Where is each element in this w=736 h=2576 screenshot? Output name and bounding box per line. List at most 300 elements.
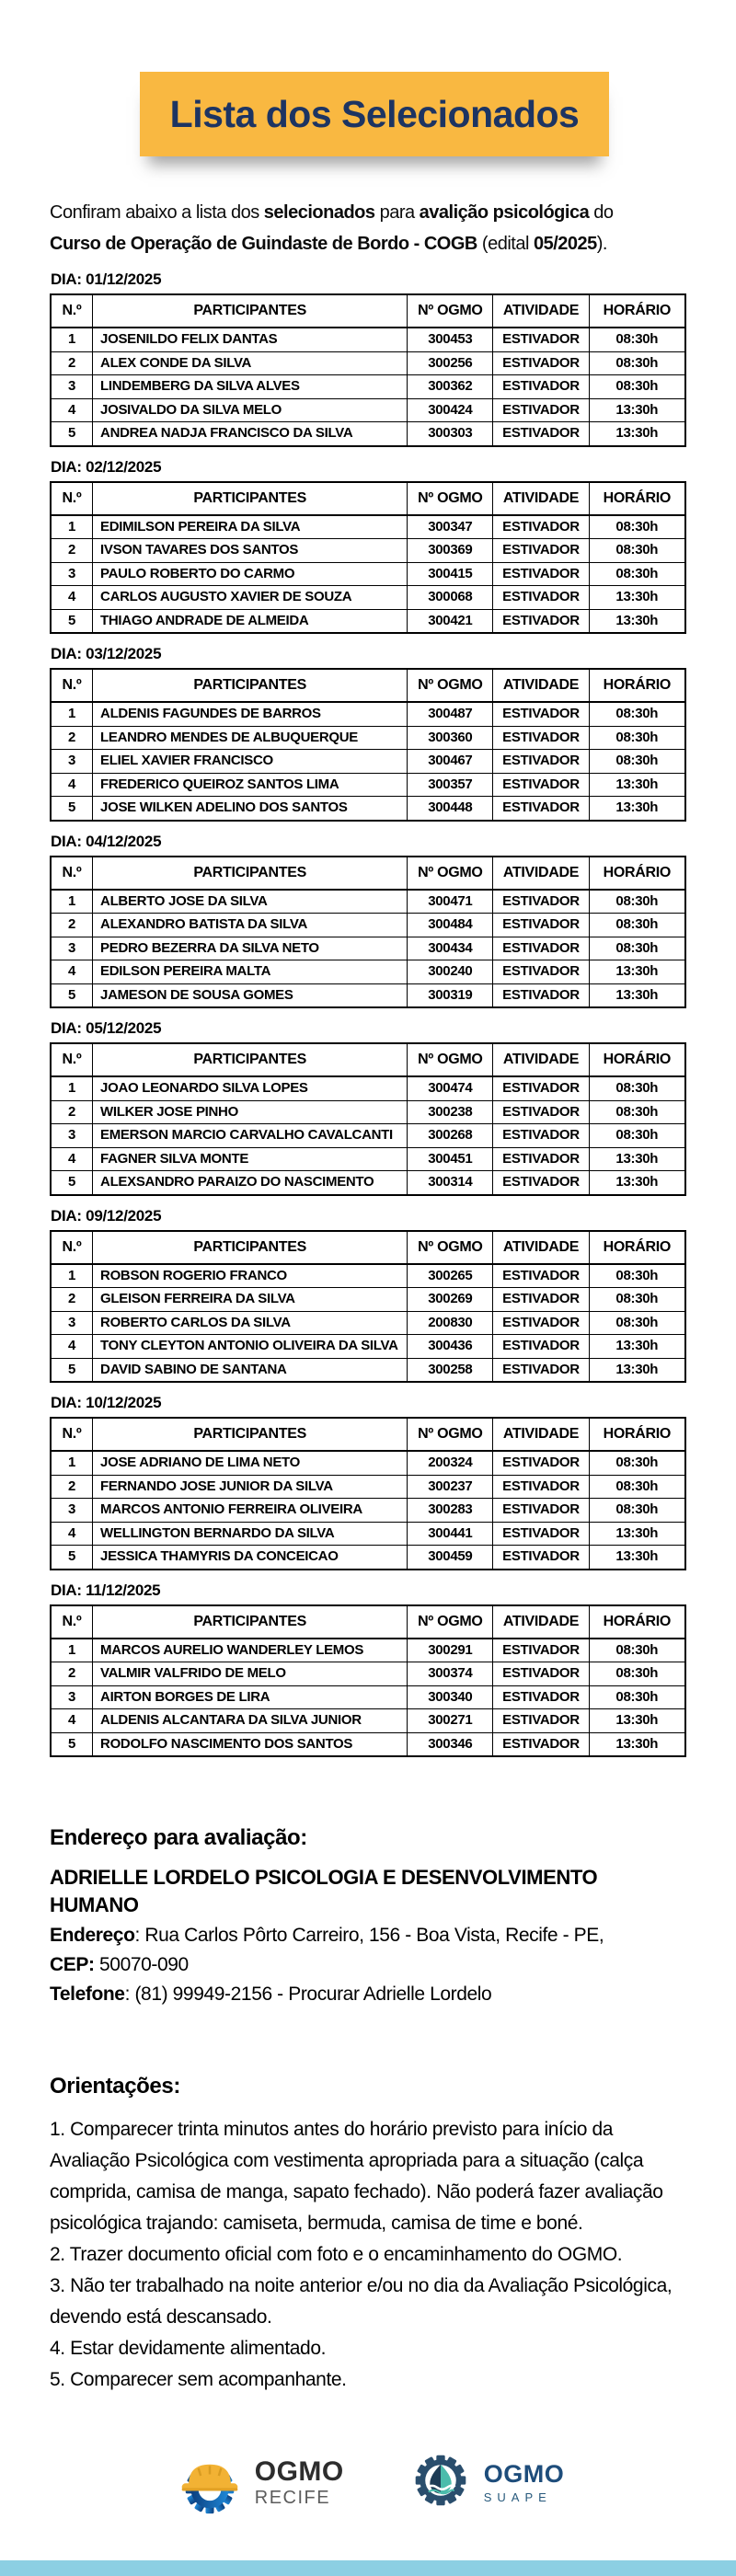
- cell-time: 08:30h: [589, 1264, 685, 1288]
- participant-row: [51, 1522, 685, 1546]
- cell-ogmo: 300283: [408, 1499, 493, 1523]
- cell-number: 4: [51, 1147, 93, 1171]
- address-line: Telefone: (81) 99949-2156 - Procurar Adrielle Lordelo: [50, 1984, 492, 2005]
- cell-name: VALMIR VALFRIDO DE MELO: [93, 1662, 408, 1686]
- cell-number: 1: [51, 702, 93, 726]
- cell-name: FREDERICO QUEIROZ SANTOS LIMA: [93, 773, 408, 797]
- cell-number: 1: [51, 1451, 93, 1475]
- participant-row: [51, 1639, 685, 1662]
- participant-row: [51, 586, 685, 610]
- cell-ogmo: 300237: [408, 1475, 493, 1499]
- cell-number: 4: [51, 398, 93, 422]
- cell-time: 13:30h: [589, 960, 685, 984]
- cell-number: 5: [51, 1171, 93, 1195]
- cell-time: 08:30h: [589, 750, 685, 774]
- cell-number: 3: [51, 1124, 93, 1148]
- day-date-label: DIA: 01/12/2025: [51, 270, 162, 288]
- cell-activity: ESTIVADOR: [493, 351, 589, 375]
- gear-sail-icon: [405, 2444, 477, 2521]
- column-header: N.º: [51, 1231, 93, 1264]
- participant-row: [51, 1147, 685, 1171]
- schedule: [50, 270, 686, 1757]
- intro-segment: do: [589, 202, 614, 223]
- cell-activity: ESTIVADOR: [493, 1709, 589, 1733]
- column-header: ATIVIDADE: [493, 669, 589, 702]
- column-header: Nº OGMO: [408, 482, 493, 515]
- cell-activity: ESTIVADOR: [493, 702, 589, 726]
- cell-number: 3: [51, 1499, 93, 1523]
- cell-ogmo: 300459: [408, 1546, 493, 1570]
- day-block: [50, 1207, 686, 1384]
- cell-ogmo: 300291: [408, 1639, 493, 1662]
- cell-number: 2: [51, 351, 93, 375]
- cell-name: RODOLFO NASCIMENTO DOS SANTOS: [93, 1732, 408, 1756]
- cell-name: FAGNER SILVA MONTE: [93, 1147, 408, 1171]
- cell-activity: ESTIVADOR: [493, 750, 589, 774]
- address-lines: [50, 1921, 686, 2009]
- column-header: ATIVIDADE: [493, 482, 589, 515]
- cell-time: 08:30h: [589, 375, 685, 399]
- cell-activity: ESTIVADOR: [493, 890, 589, 914]
- participant-row: [51, 726, 685, 750]
- ogmo-suape-logo: [405, 2444, 565, 2521]
- cell-activity: ESTIVADOR: [493, 1475, 589, 1499]
- cell-name: FERNANDO JOSE JUNIOR DA SILVA: [93, 1475, 408, 1499]
- cell-name: JOSE ADRIANO DE LIMA NETO: [93, 1451, 408, 1475]
- day-date-label: DIA: 04/12/2025: [51, 832, 162, 850]
- participant-row: [51, 1709, 685, 1733]
- column-header: HORÁRIO: [589, 1605, 685, 1639]
- intro-segment: selecionados: [263, 202, 375, 223]
- cell-activity: ESTIVADOR: [493, 1546, 589, 1570]
- cell-time: 13:30h: [589, 422, 685, 446]
- cell-ogmo: 200830: [408, 1311, 493, 1335]
- cell-name: AIRTON BORGES DE LIRA: [93, 1685, 408, 1709]
- cell-activity: ESTIVADOR: [493, 1335, 589, 1359]
- cell-ogmo: 300258: [408, 1358, 493, 1382]
- cell-ogmo: 300474: [408, 1076, 493, 1100]
- cell-time: 08:30h: [589, 1288, 685, 1312]
- header-row: [51, 1043, 685, 1076]
- column-header: ATIVIDADE: [493, 1231, 589, 1264]
- participants-table: [50, 856, 686, 1009]
- participant-row: [51, 562, 685, 586]
- cell-number: 5: [51, 797, 93, 821]
- participant-row: [51, 1732, 685, 1756]
- cell-activity: ESTIVADOR: [493, 1499, 589, 1523]
- cell-number: 2: [51, 1100, 93, 1124]
- cell-ogmo: 300362: [408, 375, 493, 399]
- cell-time: 13:30h: [589, 1335, 685, 1359]
- header-row: [51, 1231, 685, 1264]
- cell-number: 4: [51, 1335, 93, 1359]
- address-heading: Endereço para avaliação:: [50, 1825, 307, 1850]
- participant-row: [51, 1171, 685, 1195]
- column-header: N.º: [51, 1418, 93, 1451]
- cell-name: WILKER JOSE PINHO: [93, 1100, 408, 1124]
- cell-time: 13:30h: [589, 398, 685, 422]
- footer-logos: [0, 2443, 736, 2523]
- cell-time: 08:30h: [589, 351, 685, 375]
- cell-time: 08:30h: [589, 1499, 685, 1523]
- cell-name: JESSICA THAMYRIS DA CONCEICAO: [93, 1546, 408, 1570]
- participant-row: [51, 890, 685, 914]
- address-line-label: Telefone: [50, 1984, 125, 2005]
- cell-name: THIAGO ANDRADE DE ALMEIDA: [93, 609, 408, 633]
- cell-time: 08:30h: [589, 1076, 685, 1100]
- ogmo-suape-text: [484, 2462, 565, 2503]
- participant-row: [51, 773, 685, 797]
- cell-activity: ESTIVADOR: [493, 1451, 589, 1475]
- cell-activity: ESTIVADOR: [493, 1171, 589, 1195]
- ogmo-recife-text: [255, 2458, 344, 2507]
- cell-ogmo: 300451: [408, 1147, 493, 1171]
- cell-activity: ESTIVADOR: [493, 586, 589, 610]
- cell-ogmo: 300319: [408, 983, 493, 1007]
- cell-number: 2: [51, 1475, 93, 1499]
- cell-time: 08:30h: [589, 328, 685, 351]
- participant-row: [51, 515, 685, 539]
- cell-activity: ESTIVADOR: [493, 1147, 589, 1171]
- cell-name: ALEXANDRO BATISTA DA SILVA: [93, 914, 408, 937]
- column-header: Nº OGMO: [408, 669, 493, 702]
- cell-name: PEDRO BEZERRA DA SILVA NETO: [93, 937, 408, 960]
- participant-row: [51, 1264, 685, 1288]
- column-header: HORÁRIO: [589, 1231, 685, 1264]
- column-header: HORÁRIO: [589, 294, 685, 328]
- column-header: ATIVIDADE: [493, 857, 589, 890]
- cell-ogmo: 300436: [408, 1335, 493, 1359]
- cell-time: 08:30h: [589, 890, 685, 914]
- orientation-item: 5. Comparecer sem acompanhante.: [50, 2369, 347, 2390]
- column-header: PARTICIPANTES: [93, 482, 408, 515]
- cell-ogmo: 300441: [408, 1522, 493, 1546]
- cell-ogmo: 300238: [408, 1100, 493, 1124]
- participant-row: [51, 702, 685, 726]
- day-date-label: DIA: 10/12/2025: [51, 1394, 162, 1411]
- cell-name: JAMESON DE SOUSA GOMES: [93, 983, 408, 1007]
- cell-number: 5: [51, 422, 93, 446]
- intro-line: [50, 197, 686, 228]
- cell-time: 13:30h: [589, 797, 685, 821]
- participant-row: [51, 1451, 685, 1475]
- column-header: PARTICIPANTES: [93, 1418, 408, 1451]
- cell-name: ROBERTO CARLOS DA SILVA: [93, 1311, 408, 1335]
- cell-ogmo: 300347: [408, 515, 493, 539]
- cell-name: ANDREA NADJA FRANCISCO DA SILVA: [93, 422, 408, 446]
- cell-ogmo: 300269: [408, 1288, 493, 1312]
- cell-ogmo: 300448: [408, 797, 493, 821]
- participant-row: [51, 1100, 685, 1124]
- cell-ogmo: 300268: [408, 1124, 493, 1148]
- participant-row: [51, 914, 685, 937]
- cell-ogmo: 300453: [408, 328, 493, 351]
- cell-name: ALBERTO JOSE DA SILVA: [93, 890, 408, 914]
- page-title: Lista dos Selecionados: [169, 92, 580, 135]
- cell-ogmo: 300240: [408, 960, 493, 984]
- orientation-item: 3. Não ter trabalhado na noite anterior e/ou no dia da Avaliação Psicológica, devendo está descansado.: [50, 2275, 673, 2328]
- cell-activity: ESTIVADOR: [493, 1124, 589, 1148]
- cell-number: 1: [51, 890, 93, 914]
- cell-time: 13:30h: [589, 983, 685, 1007]
- cell-time: 08:30h: [589, 1662, 685, 1686]
- day-date-label: DIA: 05/12/2025: [51, 1019, 162, 1037]
- cell-name: JOAO LEONARDO SILVA LOPES: [93, 1076, 408, 1100]
- column-header: PARTICIPANTES: [93, 1231, 408, 1264]
- intro-segment: Curso de Operação de Guindaste de Bordo - COGB: [50, 234, 477, 254]
- logo-subname: SUAPE: [483, 2490, 552, 2504]
- cell-number: 5: [51, 1732, 93, 1756]
- participant-row: [51, 983, 685, 1007]
- cell-number: 1: [51, 1264, 93, 1288]
- participant-row: [51, 375, 685, 399]
- intro-segment: avalição psicológica: [419, 202, 590, 223]
- participant-row: [51, 1475, 685, 1499]
- participants-table: [50, 668, 686, 822]
- day-block: [50, 833, 686, 1009]
- column-header: N.º: [51, 1043, 93, 1076]
- header-row: [51, 294, 685, 328]
- cell-name: EDIMILSON PEREIRA DA SILVA: [93, 515, 408, 539]
- cell-time: 08:30h: [589, 726, 685, 750]
- cell-activity: ESTIVADOR: [493, 1311, 589, 1335]
- intro-segment: 05/2025: [533, 234, 597, 254]
- cell-name: WELLINGTON BERNARDO DA SILVA: [93, 1522, 408, 1546]
- day-block: [50, 270, 686, 447]
- cell-activity: ESTIVADOR: [493, 773, 589, 797]
- cell-time: 08:30h: [589, 515, 685, 539]
- ogmo-recife-logo: [172, 2443, 344, 2523]
- cell-time: 13:30h: [589, 1732, 685, 1756]
- column-header: N.º: [51, 1605, 93, 1639]
- cell-name: ALDENIS FAGUNDES DE BARROS: [93, 702, 408, 726]
- participant-row: [51, 398, 685, 422]
- address-line: CEP: 50070-090: [50, 1954, 189, 1975]
- cell-time: 08:30h: [589, 1451, 685, 1475]
- day-date-label: DIA: 09/12/2025: [51, 1206, 162, 1225]
- company-name: ADRIELLE LORDELO PSICOLOGIA E DESENVOLVIMENTO HUMANO: [50, 1866, 598, 1916]
- cell-ogmo: 300421: [408, 609, 493, 633]
- cell-ogmo: 300068: [408, 586, 493, 610]
- cell-time: 08:30h: [589, 914, 685, 937]
- intro-segment: ).: [596, 234, 607, 254]
- participants-table: [50, 293, 686, 447]
- cell-ogmo: 300256: [408, 351, 493, 375]
- participant-row: [51, 797, 685, 821]
- cell-activity: ESTIVADOR: [493, 1685, 589, 1709]
- column-header: PARTICIPANTES: [93, 1605, 408, 1639]
- cell-activity: ESTIVADOR: [493, 1288, 589, 1312]
- cell-number: 3: [51, 750, 93, 774]
- column-header: PARTICIPANTES: [93, 857, 408, 890]
- cell-name: TONY CLEYTON ANTONIO OLIVEIRA DA SILVA: [93, 1335, 408, 1359]
- address-section: [50, 1825, 686, 2009]
- participant-row: [51, 1335, 685, 1359]
- cell-name: ALDENIS ALCANTARA DA SILVA JUNIOR: [93, 1709, 408, 1733]
- column-header: Nº OGMO: [408, 1418, 493, 1451]
- cell-name: ALEXSANDRO PARAIZO DO NASCIMENTO: [93, 1171, 408, 1195]
- cell-time: 13:30h: [589, 1546, 685, 1570]
- orientations-heading: Orientações:: [50, 2074, 180, 2099]
- column-header: Nº OGMO: [408, 1605, 493, 1639]
- cell-activity: ESTIVADOR: [493, 328, 589, 351]
- cell-name: LINDEMBERG DA SILVA ALVES: [93, 375, 408, 399]
- cell-name: ALEX CONDE DA SILVA: [93, 351, 408, 375]
- column-header: ATIVIDADE: [493, 1605, 589, 1639]
- cell-activity: ESTIVADOR: [493, 983, 589, 1007]
- cell-activity: ESTIVADOR: [493, 797, 589, 821]
- cell-ogmo: 300484: [408, 914, 493, 937]
- cell-time: 13:30h: [589, 609, 685, 633]
- day-block: [50, 1581, 686, 1758]
- cell-name: ELIEL XAVIER FRANCISCO: [93, 750, 408, 774]
- logo-subname: RECIFE: [254, 2488, 331, 2508]
- cell-number: 2: [51, 539, 93, 563]
- column-header: HORÁRIO: [589, 857, 685, 890]
- column-header: Nº OGMO: [408, 857, 493, 890]
- header-row: [51, 482, 685, 515]
- cell-name: MARCOS ANTONIO FERREIRA OLIVEIRA: [93, 1499, 408, 1523]
- cell-name: JOSE WILKEN ADELINO DOS SANTOS: [93, 797, 408, 821]
- cell-activity: ESTIVADOR: [493, 422, 589, 446]
- cell-time: 08:30h: [589, 1685, 685, 1709]
- cell-ogmo: 300369: [408, 539, 493, 563]
- cell-time: 13:30h: [589, 1147, 685, 1171]
- cell-number: 3: [51, 1311, 93, 1335]
- cell-activity: ESTIVADOR: [493, 1522, 589, 1546]
- column-header: ATIVIDADE: [493, 1043, 589, 1076]
- cell-activity: ESTIVADOR: [493, 1732, 589, 1756]
- day-date-label: DIA: 02/12/2025: [51, 457, 162, 476]
- cell-name: DAVID SABINO DE SANTANA: [93, 1358, 408, 1382]
- cell-time: 13:30h: [589, 773, 685, 797]
- participant-row: [51, 1685, 685, 1709]
- cell-activity: ESTIVADOR: [493, 375, 589, 399]
- cell-number: 3: [51, 937, 93, 960]
- cell-activity: ESTIVADOR: [493, 1358, 589, 1382]
- cell-activity: ESTIVADOR: [493, 398, 589, 422]
- participant-row: [51, 539, 685, 563]
- logo-name: OGMO: [254, 2456, 344, 2487]
- cell-number: 4: [51, 586, 93, 610]
- column-header: HORÁRIO: [589, 1043, 685, 1076]
- cell-activity: ESTIVADOR: [493, 1076, 589, 1100]
- cell-activity: ESTIVADOR: [493, 1264, 589, 1288]
- participant-row: [51, 1662, 685, 1686]
- cell-activity: ESTIVADOR: [493, 914, 589, 937]
- cell-ogmo: 300271: [408, 1709, 493, 1733]
- participant-row: [51, 937, 685, 960]
- cell-activity: ESTIVADOR: [493, 1639, 589, 1662]
- intro-segment: para: [374, 202, 420, 223]
- intro-segment: Confiram abaixo a lista dos: [50, 202, 264, 223]
- cell-time: 08:30h: [589, 1124, 685, 1148]
- day-block: [50, 458, 686, 635]
- cell-name: JOSIVALDO DA SILVA MELO: [93, 398, 408, 422]
- cell-ogmo: 300314: [408, 1171, 493, 1195]
- cell-ogmo: 300340: [408, 1685, 493, 1709]
- header-row: [51, 857, 685, 890]
- column-header: HORÁRIO: [589, 669, 685, 702]
- cell-number: 2: [51, 726, 93, 750]
- cell-activity: ESTIVADOR: [493, 562, 589, 586]
- cell-ogmo: 300374: [408, 1662, 493, 1686]
- cell-ogmo: 300265: [408, 1264, 493, 1288]
- cell-number: 3: [51, 375, 93, 399]
- column-header: ATIVIDADE: [493, 1418, 589, 1451]
- cell-activity: ESTIVADOR: [493, 515, 589, 539]
- cell-name: GLEISON FERREIRA DA SILVA: [93, 1288, 408, 1312]
- cell-name: JOSENILDO FELIX DANTAS: [93, 328, 408, 351]
- orientations-section: [50, 2074, 686, 2396]
- cell-number: 3: [51, 1685, 93, 1709]
- cell-number: 1: [51, 328, 93, 351]
- cell-time: 13:30h: [589, 1358, 685, 1382]
- participants-table: [50, 1230, 686, 1384]
- cell-time: 08:30h: [589, 1639, 685, 1662]
- column-header: PARTICIPANTES: [93, 669, 408, 702]
- cell-activity: ESTIVADOR: [493, 960, 589, 984]
- cell-ogmo: 300415: [408, 562, 493, 586]
- cell-name: LEANDRO MENDES DE ALBUQUERQUE: [93, 726, 408, 750]
- content: [0, 197, 736, 2396]
- participant-row: [51, 1288, 685, 1312]
- day-block: [50, 1019, 686, 1196]
- cell-number: 4: [51, 773, 93, 797]
- participant-row: [51, 422, 685, 446]
- participant-row: [51, 1546, 685, 1570]
- participants-table: [50, 1604, 686, 1758]
- column-header: Nº OGMO: [408, 1043, 493, 1076]
- day-date-label: DIA: 03/12/2025: [51, 645, 162, 662]
- cell-ogmo: 300360: [408, 726, 493, 750]
- column-header: PARTICIPANTES: [93, 294, 408, 328]
- column-header: Nº OGMO: [408, 1231, 493, 1264]
- cell-name: MARCOS AURELIO WANDERLEY LEMOS: [93, 1639, 408, 1662]
- column-header: HORÁRIO: [589, 482, 685, 515]
- header-row: [51, 669, 685, 702]
- day-date-label: DIA: 11/12/2025: [51, 1581, 161, 1599]
- cell-number: 1: [51, 1076, 93, 1100]
- participant-row: [51, 328, 685, 351]
- cell-number: 4: [51, 1522, 93, 1546]
- cell-activity: ESTIVADOR: [493, 609, 589, 633]
- column-header: Nº OGMO: [408, 294, 493, 328]
- cell-ogmo: 300424: [408, 398, 493, 422]
- cell-number: 4: [51, 960, 93, 984]
- orientation-item: 1. Comparecer trinta minutos antes do horário previsto para início da Avaliação Psicológica com vestimenta apropriada para a situação (calça comprida, camisa de manga, sapato fechado). Não poderá fazer avaliação psicológica trajando: camiseta, bermuda, camisa de time e boné.: [50, 2119, 663, 2234]
- cell-ogmo: 200324: [408, 1451, 493, 1475]
- orientation-item: 2. Trazer documento oficial com foto e o encaminhamento do OGMO.: [50, 2244, 623, 2265]
- cell-number: 1: [51, 515, 93, 539]
- logo-name: OGMO: [483, 2460, 565, 2488]
- orientation-item: 4. Estar devidamente alimentado.: [50, 2338, 327, 2359]
- cell-time: 08:30h: [589, 562, 685, 586]
- cell-name: EMERSON MARCIO CARVALHO CAVALCANTI: [93, 1124, 408, 1148]
- cell-activity: ESTIVADOR: [493, 937, 589, 960]
- cell-number: 1: [51, 1639, 93, 1662]
- column-header: N.º: [51, 482, 93, 515]
- cell-number: 3: [51, 562, 93, 586]
- intro-line: [50, 228, 686, 259]
- cell-time: 08:30h: [589, 937, 685, 960]
- participant-row: [51, 351, 685, 375]
- column-header: ATIVIDADE: [493, 294, 589, 328]
- day-block: [50, 1394, 686, 1570]
- address-line-label: CEP:: [50, 1954, 95, 1975]
- cell-name: IVSON TAVARES DOS SANTOS: [93, 539, 408, 563]
- column-header: N.º: [51, 669, 93, 702]
